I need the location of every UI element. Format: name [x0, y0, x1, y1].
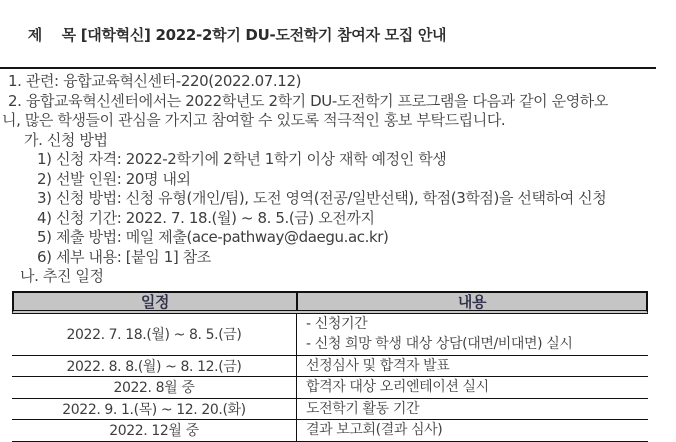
schedule-cell: 2022. 12월 중 [109, 423, 199, 440]
details-cell [296, 399, 648, 420]
body-line: 4) 신청 기간: 2022. 7. 18.(월) ~ 8. 5.(금) 오전까지 [37, 208, 375, 227]
body-line: 가. 신청 방법 [24, 130, 108, 149]
schedule-cell: 2022. 9. 1.(목) ~ 12. 20.(화) [62, 401, 246, 418]
column-header-details: 내용 [296, 293, 646, 310]
detail-line: 선정심사 및 합격자 발표 [306, 357, 450, 374]
schedule-cell: 2022. 7. 18.(월) ~ 8. 5.(금) [66, 327, 242, 343]
detail-line: 도전학기 활동 기간 [306, 400, 420, 417]
body-line: 2. 융합교육혁신센터에서는 2022학년도 2학기 DU-도전학기 프로그램을 다음과 같이 운영하오 [8, 91, 608, 110]
schedule-table [12, 291, 648, 442]
title-field-label: 제 목 [27, 26, 76, 44]
details-cell [296, 356, 648, 377]
document-title-row [0, 0, 676, 63]
body-line: 나. 추진 일정 [20, 267, 104, 285]
table-row [12, 356, 648, 378]
body-line: 6) 세부 내용: [붙임 1] 참조 [37, 247, 211, 266]
body-line: 5) 제출 방법: 메일 제출(ace-pathway@daegu.ac.kr) [37, 228, 389, 246]
schedule-cell: 2022. 8. 8.(월) ~ 8. 12.(금) [66, 358, 242, 375]
document-title: [대학혁신] 2022-2학기 DU-도전학기 참여자 모집 안내 [80, 26, 447, 44]
detail-line: 합격자 대상 오리엔테이션 실시 [306, 379, 489, 395]
table-row [12, 420, 648, 442]
body-line: 니, 많은 학생들이 관심을 가지고 참여할 수 있도록 적극적인 홍보 부탁드립니다. [2, 111, 506, 129]
body-line: 1. 관련: 융합교육혁신센터-220(2022.07.12) [8, 72, 302, 90]
table-row [12, 399, 648, 421]
detail-line: - 신청기간 [306, 315, 368, 332]
body-line: 1) 신청 자격: 2022-2학기에 2학년 1학기 이상 재학 예정인 학생 [37, 150, 447, 168]
body-line: 3) 신청 방법: 신청 유형(개인/팀), 도전 영역(전공/일반선택), 학점(3학점)을 선택하여 신청 [37, 189, 607, 207]
detail-line: - 신청 희망 학생 대상 상담(대면/비대면) 실시 [306, 336, 573, 352]
column-header-schedule: 일정 [140, 292, 170, 311]
schedule-table-body [12, 314, 648, 442]
details-cell [296, 377, 648, 398]
details-cell [296, 420, 648, 441]
detail-line: 결과 보고회(결과 심사) [306, 422, 443, 438]
schedule-cell: 2022. 8월 중 [113, 380, 195, 397]
document-body [0, 69, 676, 287]
schedule-table-header [12, 291, 648, 314]
table-row [12, 314, 648, 356]
body-line: 2) 선발 인원: 20명 내외 [37, 169, 191, 188]
details-cell [296, 314, 648, 355]
table-row [12, 377, 648, 399]
